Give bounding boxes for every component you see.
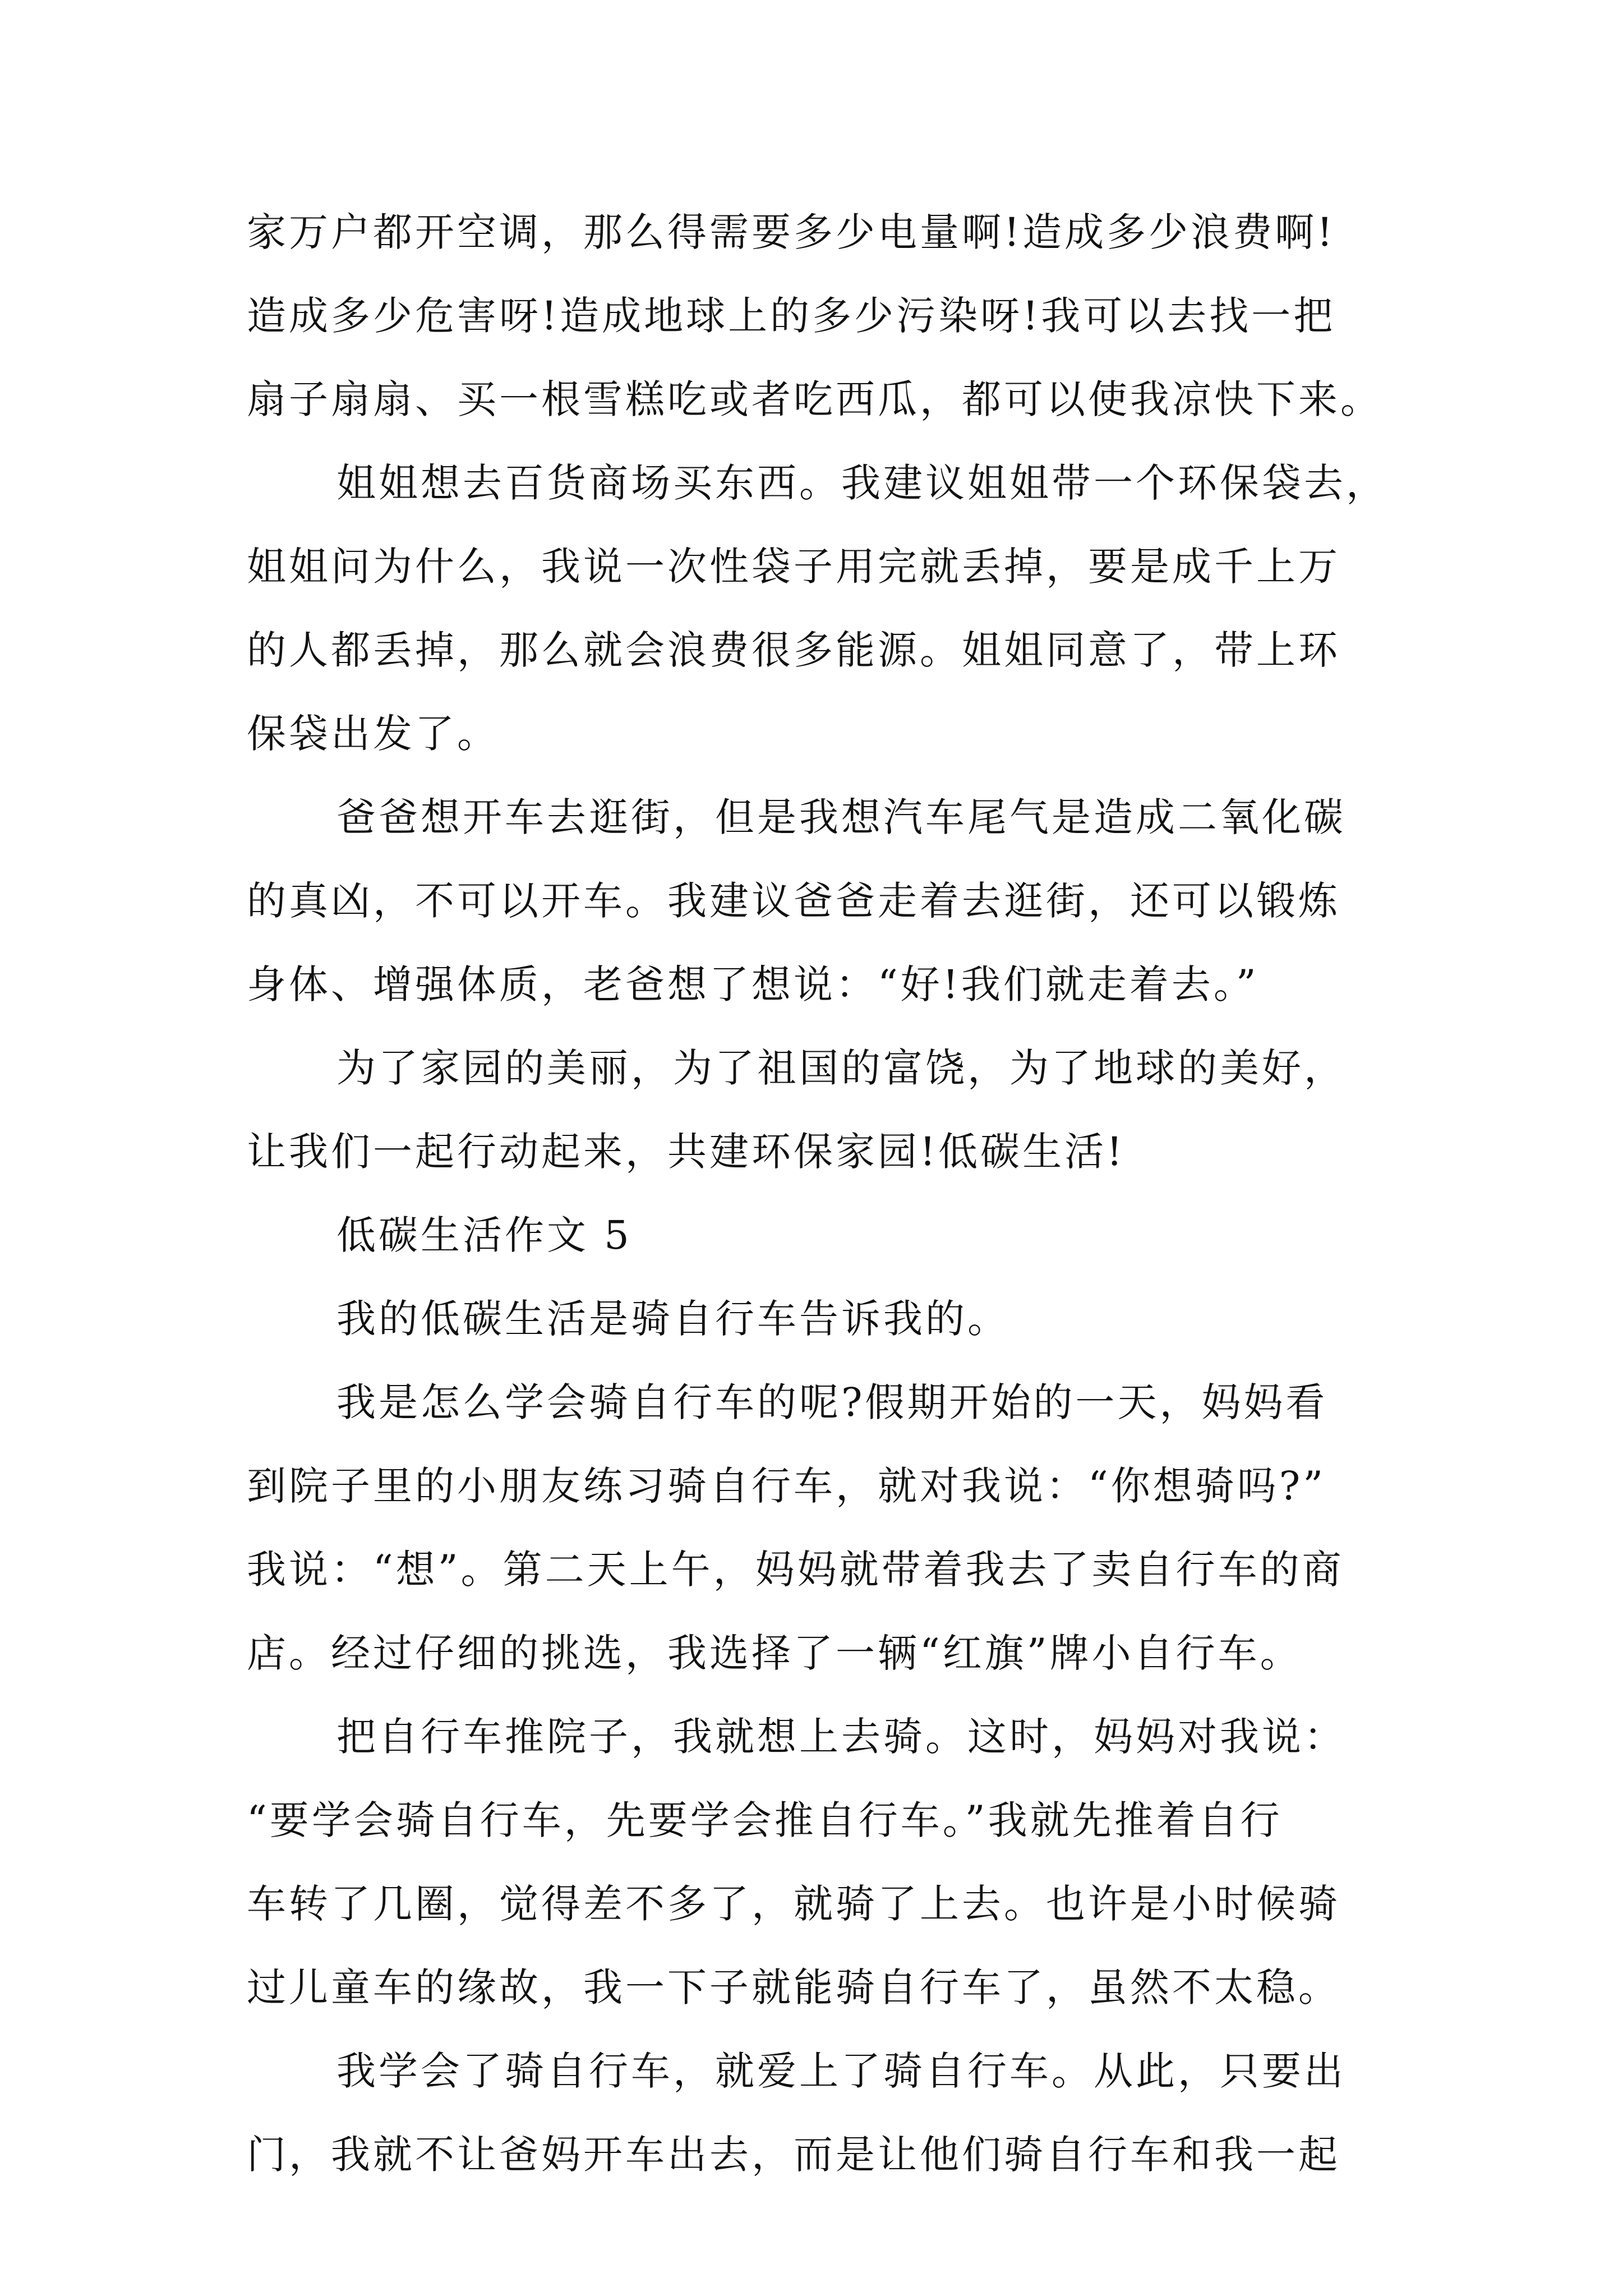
text-line: 过儿童车的缘故，我一下子就能骑自行车了，虽然不太稳。	[247, 1964, 1340, 2010]
paragraph-first-line: 爸爸想开车去逛街，但是我想汽车尾气是造成二氧化碳	[336, 794, 1346, 840]
text-line: “要学会骑自行车，先要学会推自行车。”我就先推着自行	[247, 1797, 1283, 1843]
text-line: 造成多少危害呀!造成地球上的多少污染呀!我可以去找一把	[247, 293, 1336, 339]
text-line: 的人都丢掉，那么就会浪费很多能源。姐姐同意了，带上环	[247, 627, 1340, 673]
paragraph-first-line: 我是怎么学会骑自行车的呢?假期开始的一天，妈妈看	[336, 1379, 1328, 1425]
paragraph-first-line: 我学会了骑自行车，就爱上了骑自行车。从此，只要出	[336, 2048, 1346, 2094]
paragraph-first-line: 我的低碳生活是骑自行车告诉我的。	[336, 1296, 1009, 1342]
text-line: 让我们一起行动起来，共建环保家园!低碳生活!	[247, 1129, 1126, 1175]
text-line: 家万户都开空调，那么得需要多少电量啊!造成多少浪费啊!	[247, 209, 1336, 255]
paragraph-first-line: 为了家园的美丽，为了祖国的富饶，为了地球的美好，	[336, 1045, 1346, 1091]
text-line: 扇子扇扇、买一根雪糕吃或者吃西瓜，都可以使我凉快下来。	[247, 376, 1382, 422]
text-line: 门，我就不让爸妈开车出去，而是让他们骑自行车和我一起	[247, 2132, 1340, 2178]
essay-body	[247, 191, 1402, 2197]
text-line: 我说：“想”。第二天上午，妈妈就带着我去了卖自行车的商	[247, 1547, 1344, 1593]
paragraph-first-line: 姐姐想去百货商场买东西。我建议姐姐带一个环保袋去，	[336, 460, 1388, 506]
text-line: 车转了几圈，觉得差不多了，就骑了上去。也许是小时候骑	[247, 1881, 1340, 1927]
text-line: 身体、增强体质，老爸想了想说：“好!我们就走着去。”	[247, 961, 1259, 1007]
text-line: 姐姐问为什么，我说一次性袋子用完就丢掉，要是成千上万	[247, 544, 1340, 590]
section-heading: 低碳生活作文 5	[336, 1212, 632, 1258]
text-line: 的真凶，不可以开车。我建议爸爸走着去逛街，还可以锻炼	[247, 878, 1340, 924]
paragraph-first-line: 把自行车推院子，我就想上去骑。这时，妈妈对我说：	[336, 1714, 1346, 1760]
text-line: 保袋出发了。	[247, 711, 499, 757]
text-line: 店。经过仔细的挑选，我选择了一辆“红旗”牌小自行车。	[247, 1630, 1302, 1676]
text-line: 到院子里的小朋友练习骑自行车，就对我说：“你想骑吗?”	[247, 1463, 1326, 1509]
